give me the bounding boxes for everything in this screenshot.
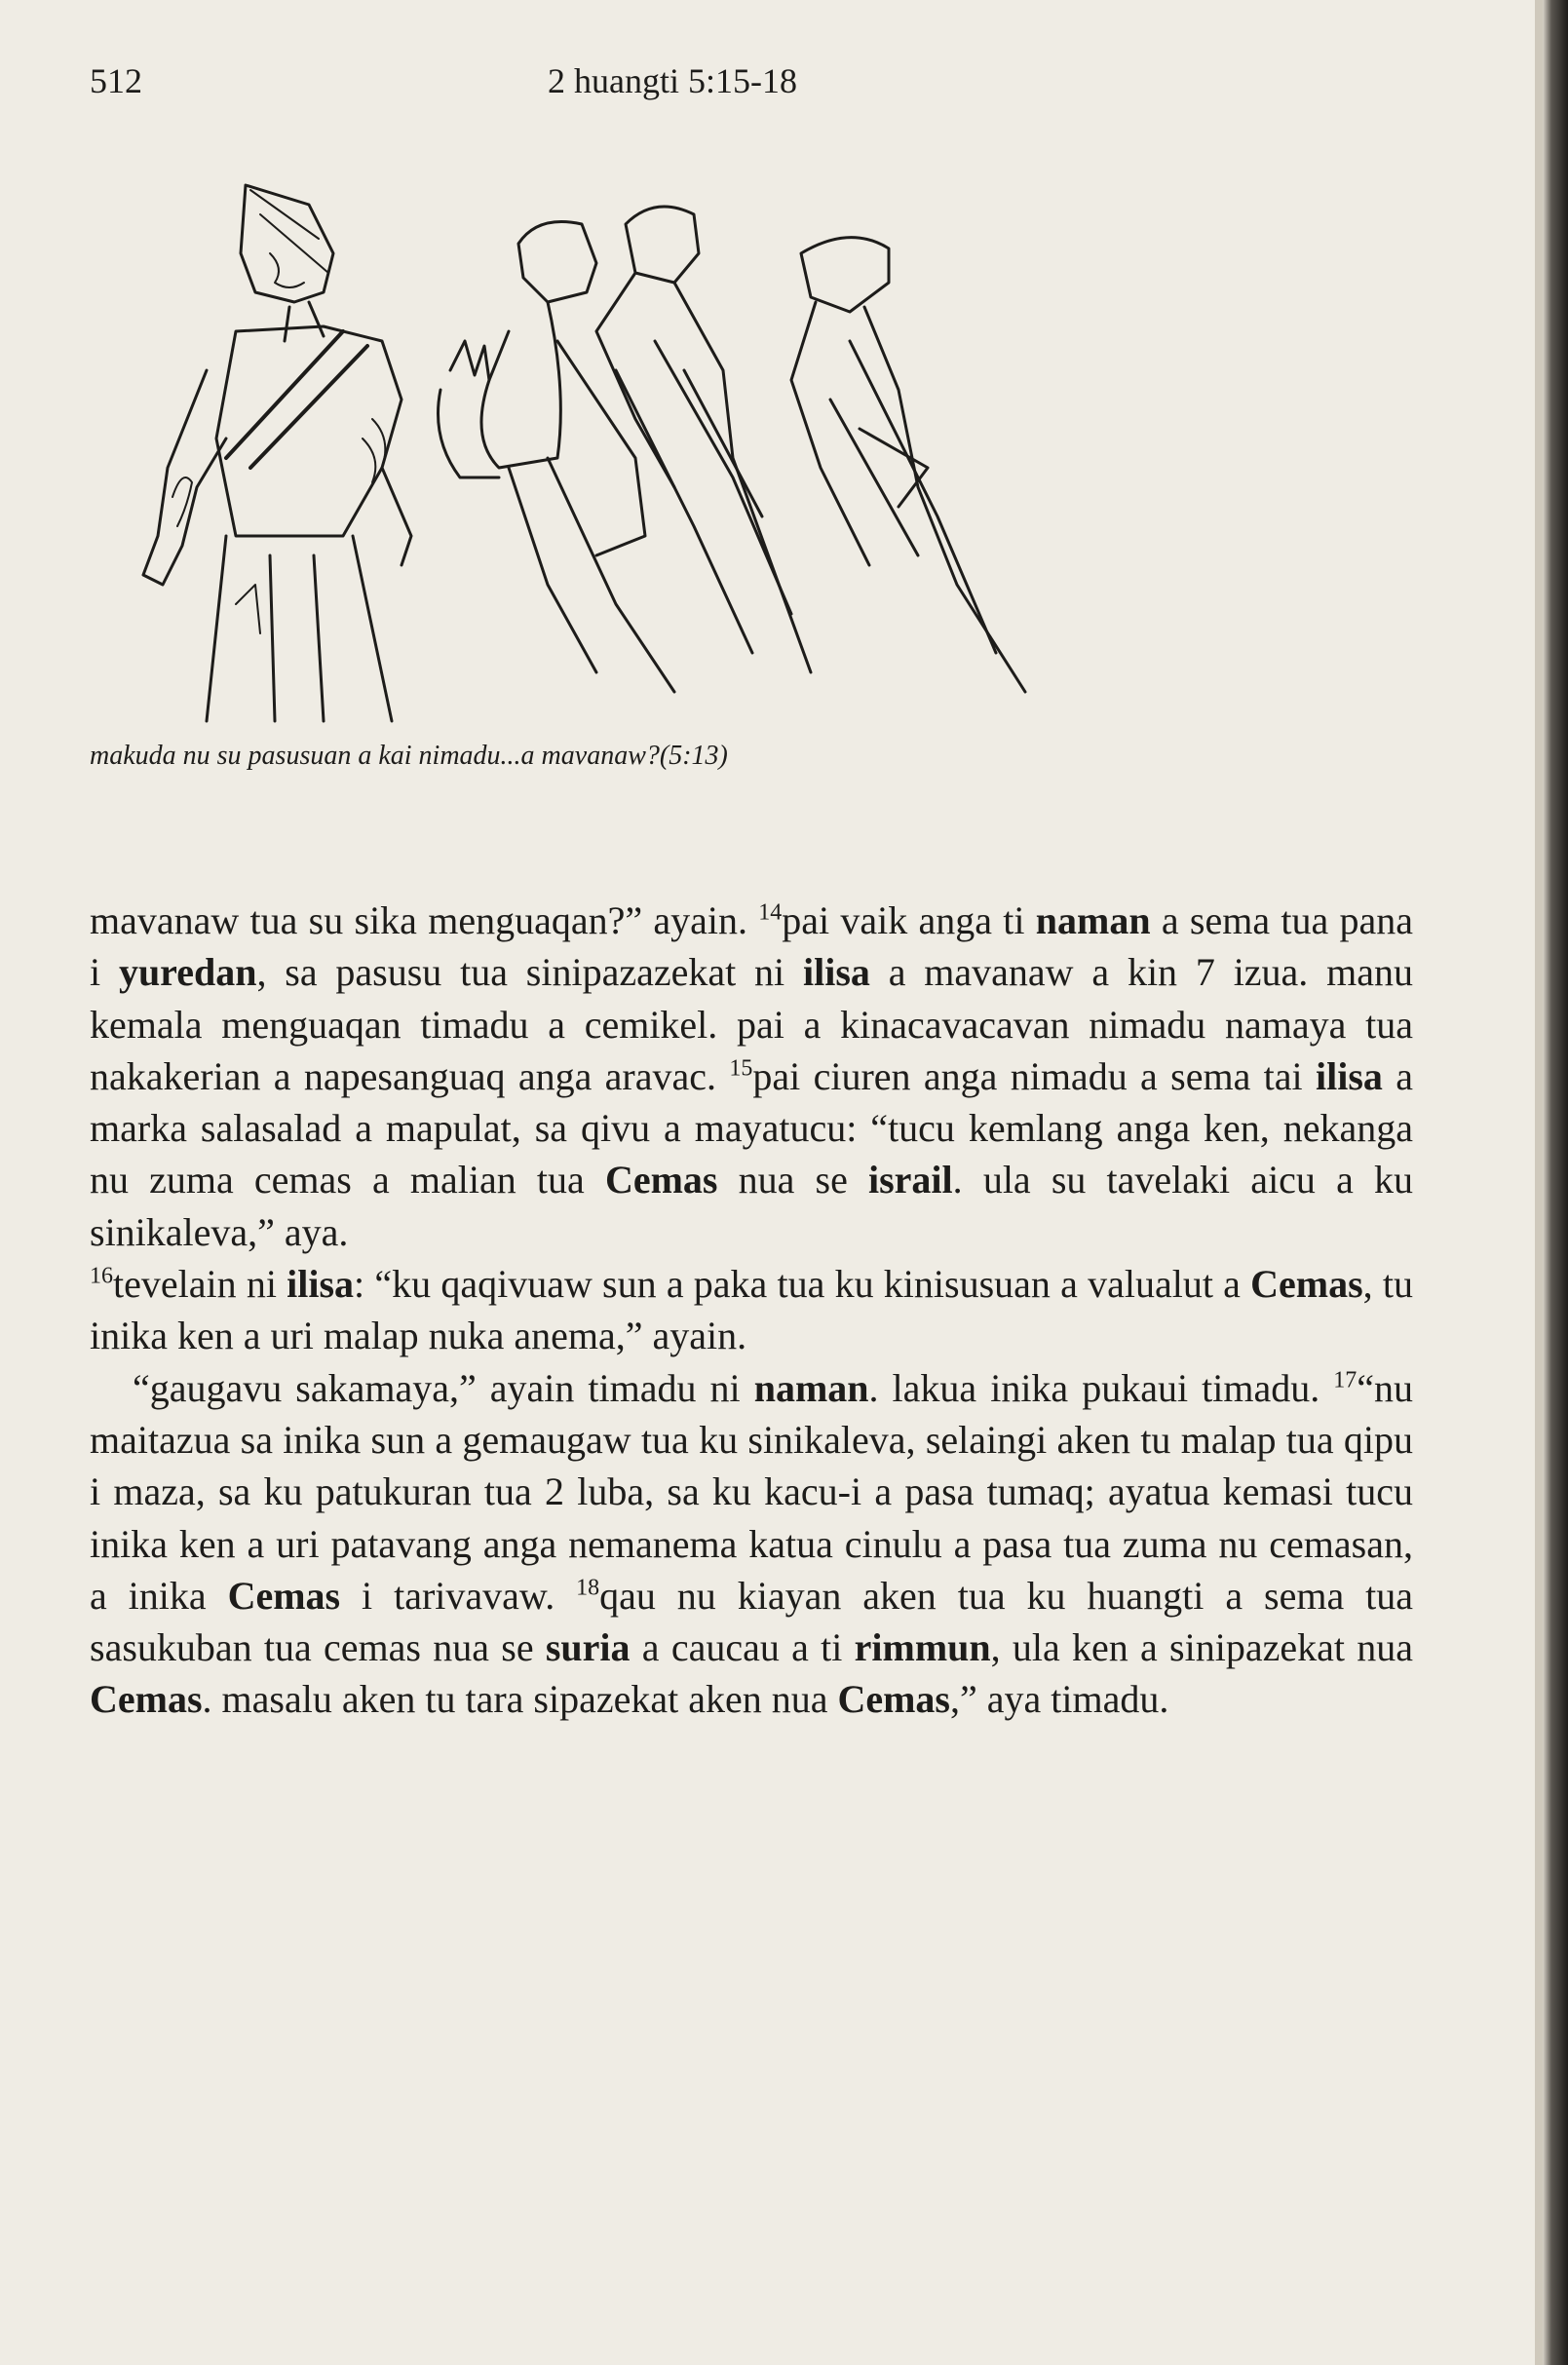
name-term: Cemas bbox=[604, 1158, 718, 1202]
paragraph: $^{16}$tevelain ni ilisa: “ku qaqivuaw sun a paka tua ku kinisusuan a valualut a Cemas, tu inika ken a uri malap nuka anema,” ayain. bbox=[90, 1262, 1413, 1358]
running-head: 2 huangti 5:15-18 bbox=[548, 61, 797, 100]
illustration-caption: makuda nu su pasusuan a kai nimadu...a mavanaw?(5:13) bbox=[90, 741, 728, 771]
servant-figure-2 bbox=[596, 207, 811, 672]
name-term: naman bbox=[753, 1365, 869, 1410]
verse-number: 17 bbox=[1333, 1367, 1358, 1393]
paragraph: “gaugavu sakamaya,” ayain timadu ni naman. lakua inika pukaui timadu. $^{17}$“nu maitazua sa inika sun a gemaugaw tua ku sinikaleva, selaingi aken tu malap tua qipu i maza, sa ku patukuran tua 2 luba, sa ku kacu-i a pasa tumaq; ayatua kemasi tucu inika ken a uri patavang anga nemanema katua cinulu a pasa tua zuma nu cemasan, a inika Cemas i tarivavaw. $^{18}$qau nu kiayan aken tua ku huangti a sema tua sasukuban tua cemas nua se suria a caucau a ti rimmun, ula ken a sinipazekat nua Cemas. masalu aken tu tara sipazekat aken nua Cemas,” aya timadu. bbox=[90, 1365, 1414, 1722]
page-number: 512 bbox=[90, 61, 142, 100]
name-term: Cemas bbox=[837, 1677, 950, 1722]
scripture-text bbox=[90, 895, 1413, 1726]
page-edge bbox=[1535, 0, 1543, 2365]
soldier-figure bbox=[143, 185, 411, 721]
verse-number: 14 bbox=[758, 899, 783, 926]
name-term: rimmun bbox=[854, 1625, 991, 1670]
name-term: naman bbox=[1035, 898, 1151, 942]
name-term: Cemas bbox=[90, 1677, 203, 1722]
name-term: ilisa bbox=[1315, 1053, 1383, 1098]
servant-figure-3 bbox=[791, 238, 1025, 692]
illustration bbox=[90, 146, 1074, 731]
verse-number: 15 bbox=[729, 1055, 753, 1082]
verse-number: 16 bbox=[90, 1263, 113, 1289]
name-term: Cemas bbox=[1250, 1262, 1363, 1307]
name-term: Cemas bbox=[227, 1573, 341, 1618]
name-term: israil bbox=[868, 1158, 953, 1202]
name-term: suria bbox=[545, 1625, 631, 1670]
name-term: ilisa bbox=[287, 1262, 355, 1307]
name-term: yuredan bbox=[118, 950, 257, 995]
servant-figure bbox=[439, 222, 675, 693]
paragraph: mavanaw tua su sika menguaqan?” ayain. $^{14}$pai vaik anga ti naman a sema tua pana i yuredan, sa pasusu tua sinipazazekat ni ilisa a mavanaw a kin 7 izua. manu kemala menguaqan timadu a cemikel. pai a kinacavacavan nimadu namaya tua nakakerian a napesanguaq anga aravac. $^{15}$pai ciuren anga nimadu a sema tai ilisa a marka salasalad a mapulat, sa qivu a mayatucu: “tucu kemlang anga ken, nekanga nu zuma cemas a malian tua Cemas nua se israil. ula su tavelaki aicu a ku sinikaleva,” aya. bbox=[90, 898, 1413, 1254]
book-spine bbox=[1543, 0, 1568, 2365]
verse-number: 18 bbox=[576, 1575, 600, 1601]
name-term: ilisa bbox=[803, 950, 870, 995]
